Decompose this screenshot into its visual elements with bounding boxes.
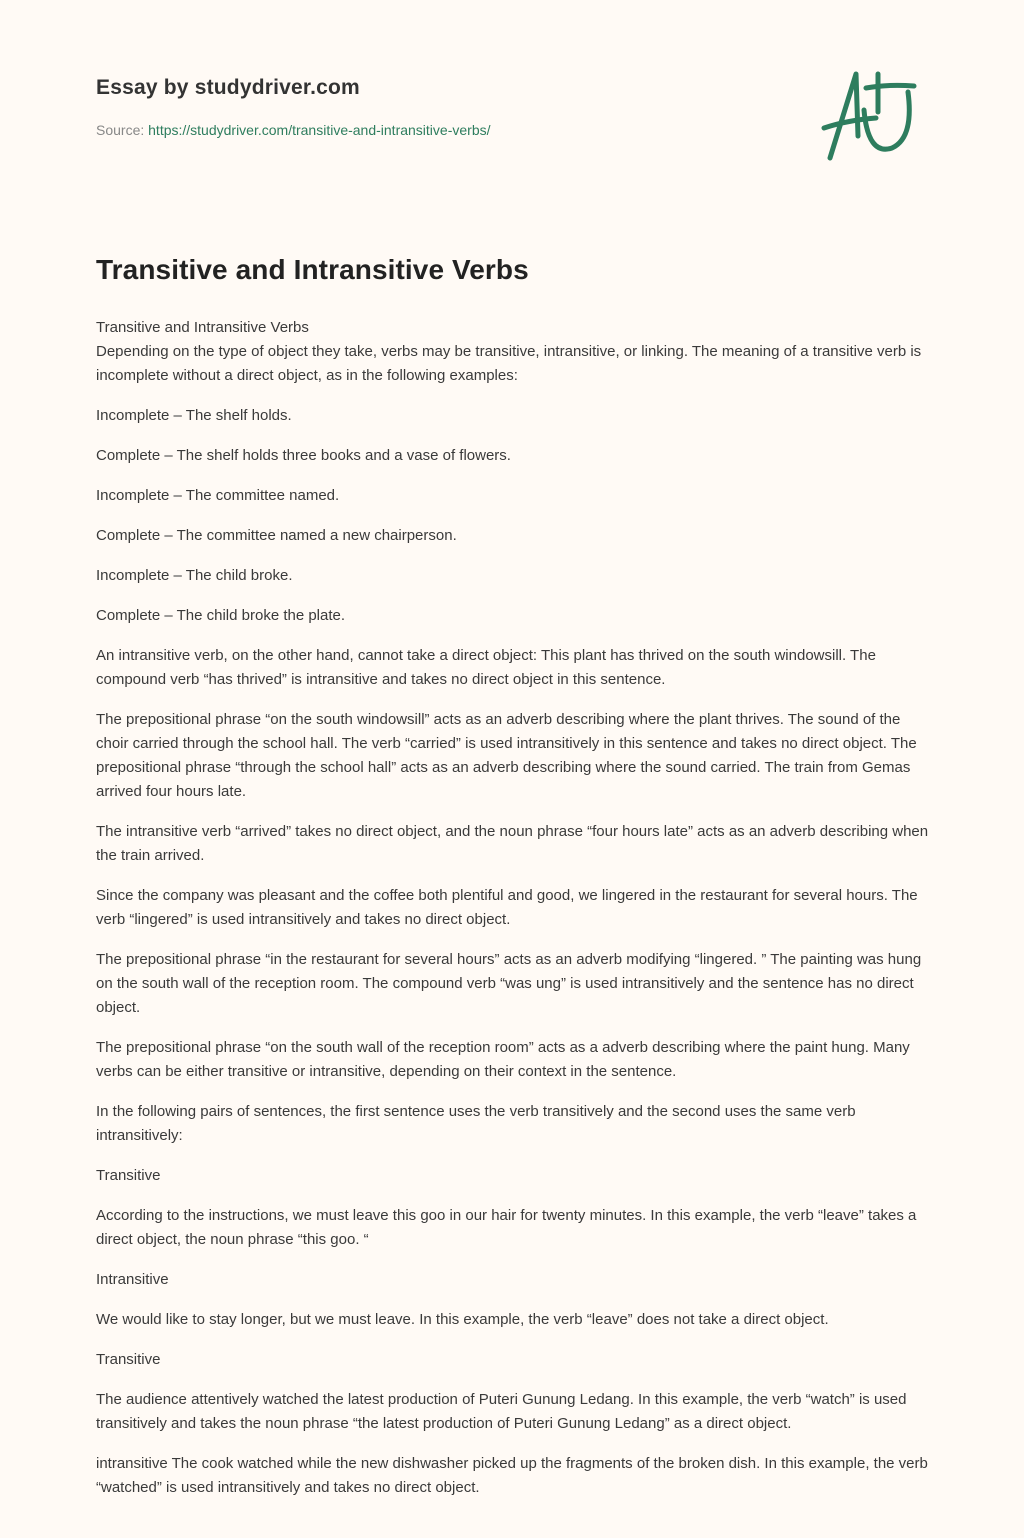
a-plus-logo-icon	[818, 66, 928, 166]
paragraph: The audience attentively watched the latest production of Puteri Gunung Ledang. In this example, the verb “watch” is used transitively and takes the noun phrase “the latest production of Puteri Gunung Ledang” as a direct object.	[96, 1391, 907, 1432]
paragraph: Transitive	[96, 1351, 161, 1368]
paragraph: Complete – The shelf holds three books and a vase of flowers.	[96, 447, 511, 464]
paragraph: Transitive	[96, 1167, 161, 1184]
paragraph: In the following pairs of sentences, the first sentence uses the verb transitively and the second uses the same verb intransitively:	[96, 1103, 856, 1144]
paragraph: Incomplete – The child broke.	[96, 567, 293, 584]
paragraph: Incomplete – The shelf holds.	[96, 407, 292, 424]
paragraph: We would like to stay longer, but we must leave. In this example, the verb “leave” does not take a direct object.	[96, 1311, 829, 1328]
essay-header	[96, 76, 491, 138]
source-label: Source:	[96, 122, 145, 138]
paragraph: Depending on the type of object they take, verbs may be transitive, intransitive, or linking. The meaning of a transitive verb is incomplete without a direct object, as in the following examples:	[96, 343, 922, 384]
paragraph: The prepositional phrase “on the south wall of the reception room” acts as a adverb describing where the paint hung. Many verbs can be either transitive or intransitive, depending on their context in the sentence.	[96, 1039, 910, 1080]
paragraph: The prepositional phrase “on the south windowsill” acts as an adverb describing where the plant thrives. The sound of the choir carried through the school hall. The verb “carried” is used intransitively in this sentence and takes no direct object. The prepositional phrase “through the school hall” acts as an adverb describing where the sound carried. The train from Gemas arrived four hours late.	[96, 711, 917, 800]
paragraph: Intransitive	[96, 1271, 169, 1288]
paragraph: The prepositional phrase “in the restaurant for several hours” acts as an adverb modifying “lingered. ” The painting was hung on the south wall of the reception room. The compound verb “was ung” is used intransitively and the sentence has no direct object.	[96, 951, 922, 1016]
paragraph: Since the company was pleasant and the coffee both plentiful and good, we lingered in the restaurant for several hours. The verb “lingered” is used intransitively and takes no direct object.	[96, 887, 918, 928]
paragraph: Incomplete – The committee named.	[96, 487, 340, 504]
essay-title: Transitive and Intransitive Verbs	[96, 254, 529, 285]
paragraph: intransitive The cook watched while the new dishwasher picked up the fragments of the broken dish. In this example, the verb “watched” is used intransitively and takes no direct object.	[96, 1455, 928, 1496]
paragraph: Complete – The committee named a new chairperson.	[96, 527, 457, 544]
paragraph: According to the instructions, we must leave this goo in our hair for twenty minutes. In this example, the verb “leave” takes a direct object, the noun phrase “this goo. “	[96, 1207, 917, 1248]
paragraph: The intransitive verb “arrived” takes no direct object, and the noun phrase “four hours late” acts as an adverb describing when the train arrived.	[96, 823, 929, 864]
paragraph: Transitive and Intransitive Verbs	[96, 319, 309, 336]
source-line	[96, 122, 491, 138]
paragraph: Complete – The child broke the plate.	[96, 607, 346, 624]
essay-body	[96, 316, 932, 1516]
source-link[interactable]: https://studydriver.com/transitive-and-intransitive-verbs/	[148, 122, 491, 138]
paragraph: An intransitive verb, on the other hand, cannot take a direct object: This plant has thrived on the south windowsill. The compound verb “has thrived” is intransitive and takes no direct object in this sentence.	[96, 647, 876, 688]
brand-title: Essay by studydriver.com	[96, 76, 360, 99]
